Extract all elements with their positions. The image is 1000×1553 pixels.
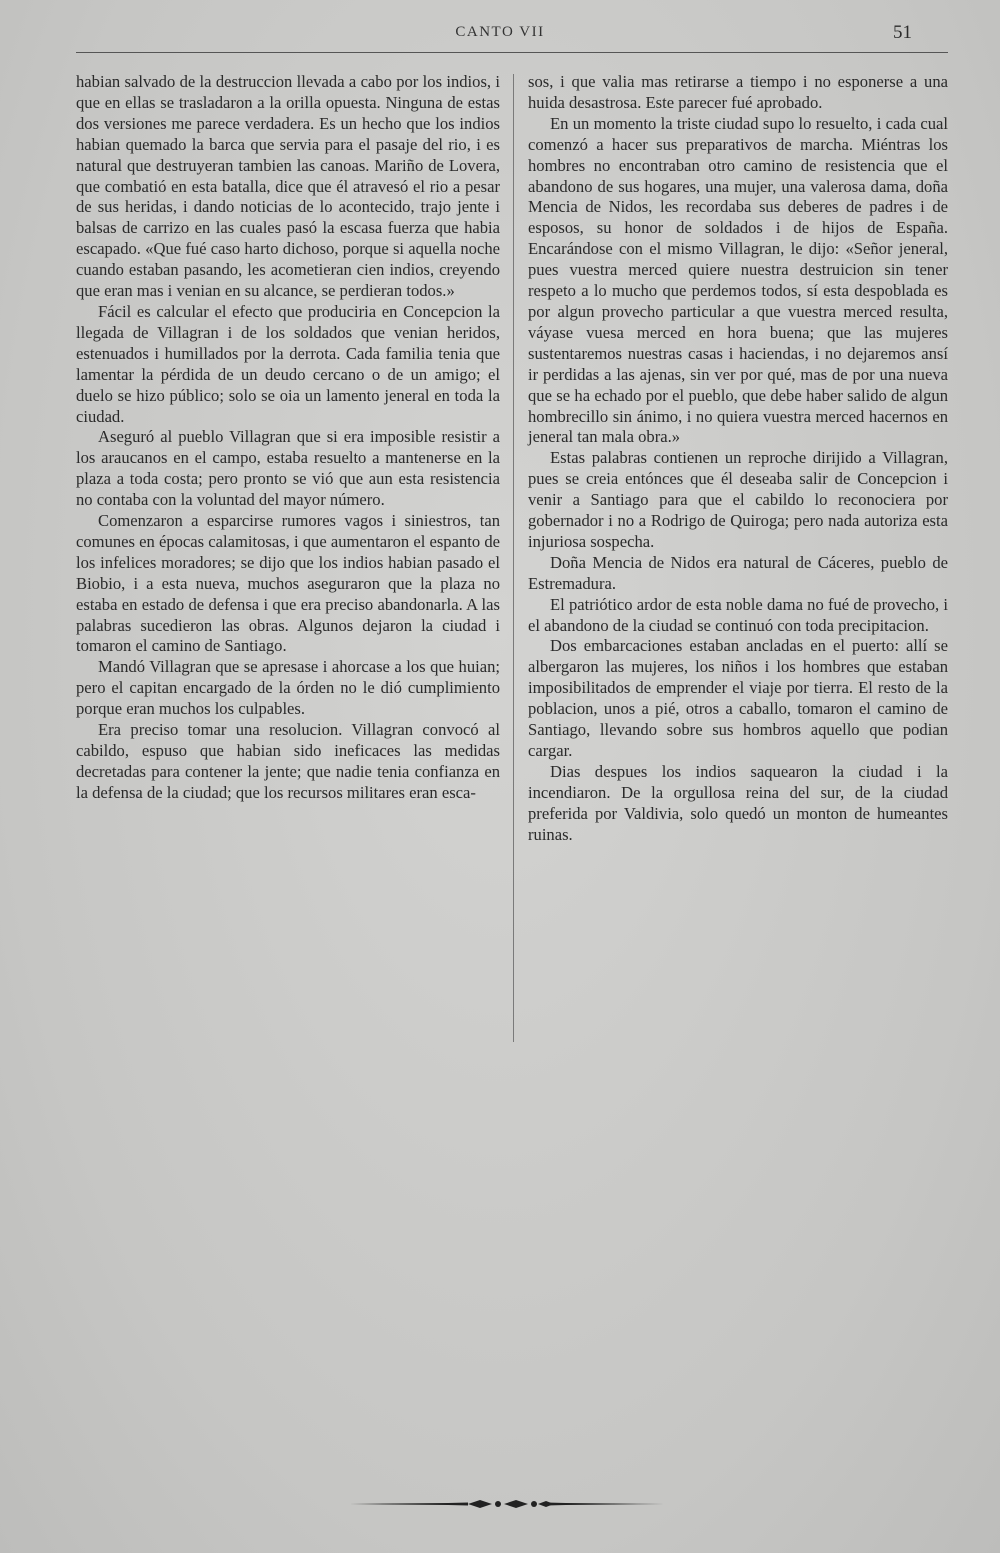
paragraph: Comenzaron a esparcirse rumores vagos i siniestros, tan comunes en épocas calamitosas, i que aumentaron el espanto de los infelices moradores; se dijo que los indios habian pasado el Biobio, i a esta nueva, muchos aseguraron que la plaza no estaba en estado de defensa i que era preciso abandonarla. A las palabras sucedieron las obras. Algunos dejaron la ciudad i tomaron el camino de Santiago. <box>76 511 500 656</box>
paragraph: Dias despues los indios saquearon la ciudad i la incendiaron. De la orgullosa reina del sur, de la ciudad preferida por Valdivia, solo quedó un monton de humeantes ruinas. <box>528 761 948 844</box>
paragraph: Aseguró al pueblo Villagran que si era imposible resistir a los araucanos en el campo, estaba resuelto a mantenerse en la plaza a toda costa; pero pronto se vió que aun esta resistencia no contaba con la voluntad del mayor número. <box>76 427 500 510</box>
paragraph: Mandó Villagran que se apresase i ahorcase a los que huian; pero el capitan encargado de la órden no le dió cumplimiento porque eran muchos los culpables. <box>76 657 500 719</box>
column-divider <box>513 74 514 1042</box>
header-rule <box>76 52 948 53</box>
running-head: CANTO VII <box>455 24 545 40</box>
paragraph: Doña Mencia de Nidos era natural de Cáceres, pueblo de Estremadura. <box>528 552 948 593</box>
paragraph: sos, i que valia mas retirarse a tiempo i no esponerse a una huida desastrosa. Este parecer fué aprobado. <box>528 72 948 112</box>
paragraph: Estas palabras contienen un reproche dirijido a Villagran, pues se creia entónces que él deseaba salir de Concepcion i venir a Santiago para que el cabildo lo reconociera por gobernador i no a Rodrigo de Quiroga; pero nada autoriza esta injuriosa sospecha. <box>528 448 948 551</box>
paragraph: habian salvado de la destruccion llevada a cabo por los indios, i que en ellas se trasladaron a la orilla opuesta. Ninguna de estas dos versiones me parece verdadera. Es un hecho que los indios habian quemado la barca que servia para el pasaje del rio, i es natural que destruyeran tambien las canoas. Mariño de Lovera, que combatió en esta batalla, dice que él atravesó el rio a pesar de sus heridas, i dando noticias de lo acontecido, trajo jente i balsas de carrizo en las cuales pasó la escasa fuerza que habia escapado. «Que fué caso harto dichoso, porque si aquella noche cuando estaban pasando, les acometieran cien indios, creyendo que eran mas i venian en su alcance, se perdieran todos.» <box>76 72 500 301</box>
paragraph: El patriótico ardor de esta noble dama no fué de provecho, i el abandono de la ciudad se continuó con toda precipitacion. <box>528 594 948 635</box>
right-column <box>528 72 948 846</box>
ornament-rule-icon <box>348 1496 666 1512</box>
paragraph: En un momento la triste ciudad supo lo resuelto, i cada cual comenzó a hacer sus preparativos de marcha. Miéntras los hombres no encontraban otro camino de resistencia que el abandono de sus hogares, una mujer, una valerosa dama, doña Mencia de Nidos, les recordaba sus deberes de padres i de esposos, su honor de soldados i de hijos de España. Encarándose con el mismo Villagran, le dijo: «Señor jeneral, pues vuestra merced quiere nuestra destruicion sin tener respeto a lo mucho que perdemos todos, sí esta despoblada es por algun provecho particular a que vuestra merced resulta, váyase vuesa merced en hora buena; que las mujeres sustentaremos nuestras casas i haciendas, i no dejaremos ansí ir perdidas a las ajenas, sin ver por qué, mas de por una nueva que se ha echado por el pueblo, que debe haber salido de algun hombrecillo sin ánimo, i no quiera vuestra merced hacernos en jeneral tan mala obra.» <box>528 113 948 447</box>
left-column <box>76 72 500 804</box>
paragraph: Fácil es calcular el efecto que produciria en Concepcion la llegada de Villagran i de los soldados que venian heridos, estenuados i humillados por la derrota. Cada familia tenia que lamentar la pérdida de un deudo cercano o de un amigo; el duelo se hizo público; solo se oia un lamento jeneral en toda la ciudad. <box>76 301 500 426</box>
paragraph: Dos embarcaciones estaban ancladas en el puerto: allí se albergaron las mujeres, los niños i los hombres que estaban imposibilitados de emprender el viaje por tierra. El resto de la poblacion, unos a pié, otros a caballo, tomaron el camino de Santiago, llevando sobre sus hombros aquello que podian cargar. <box>528 636 948 760</box>
paragraph: Era preciso tomar una resolucion. Villagran convocó al cabildo, espuso que habian sido ineficaces las medidas decretadas para contener la jente; que nadie tenia confianza en la defensa de la ciudad; que los recursos militares eran esca- <box>76 720 500 802</box>
page-number: 51 <box>893 22 912 43</box>
